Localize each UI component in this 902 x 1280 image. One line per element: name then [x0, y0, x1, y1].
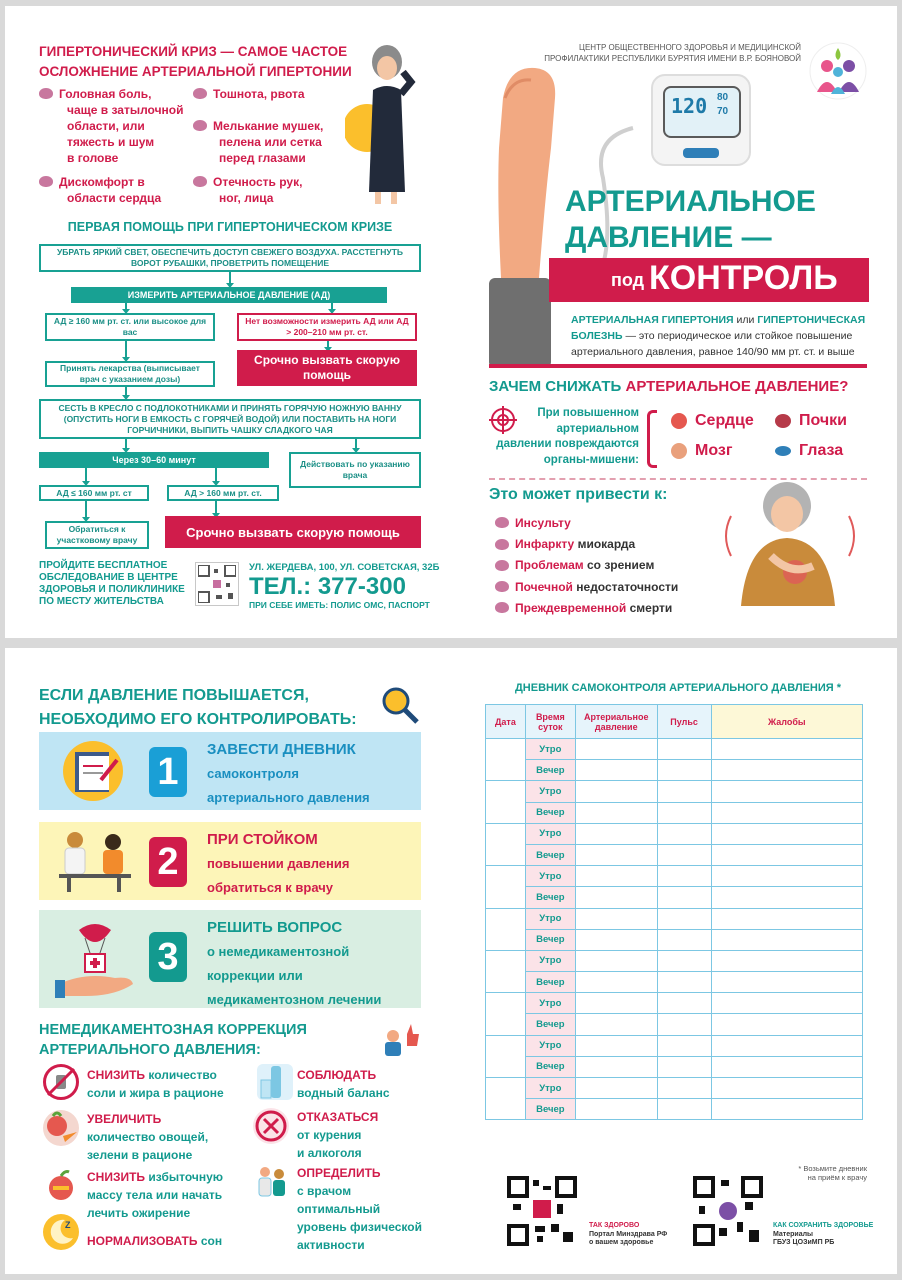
complaints-cell[interactable] — [711, 844, 862, 865]
time-evening: Вечер — [525, 972, 575, 993]
organ-brain: Мозг — [671, 442, 733, 460]
flow-arrow — [85, 468, 87, 482]
pulse-cell[interactable] — [657, 1014, 711, 1035]
pressure-cell[interactable] — [575, 1014, 657, 1035]
flow-wait: Через 30–60 минут — [39, 452, 269, 468]
call-ambulance-2: Срочно вызвать скорую помощь — [165, 516, 421, 548]
free-checkup-text: ПРОЙДИТЕ БЕСПЛАТНОЕ ОБСЛЕДОВАНИЕ В ЦЕНТРЕ ЗДОРОВЬЯ И ПОЛИКЛИНИКЕ ПО МЕСТУ ЖИТЕЛЬСТВА — [39, 560, 185, 607]
col-date: Дата — [486, 705, 526, 739]
pulse-cell[interactable] — [657, 760, 711, 781]
pressure-cell[interactable] — [575, 866, 657, 887]
pressure-cell[interactable] — [575, 908, 657, 929]
diastolic-display: 80 — [717, 92, 729, 103]
corr-water: СОБЛЮДАТЬ водный баланс — [297, 1068, 390, 1100]
table-row — [486, 844, 863, 865]
step-doctor: 2 ПРИ СТОЙКОМ повышении давления обратиться к врачу — [39, 822, 421, 900]
flow-arrow — [125, 341, 127, 358]
diary-title: ДНЕВНИК САМОКОНТРОЛЯ АРТЕРИАЛЬНОГО ДАВЛЕНИЯ * — [514, 682, 842, 694]
list-item: Проблемам со зрением — [495, 555, 678, 576]
symptom-swelling: Отечность рук, ног, лица — [193, 174, 302, 206]
pressure-cell[interactable] — [575, 802, 657, 823]
symptom-heart: Дискомфорт в области сердца — [39, 174, 161, 206]
flow-no-measure: Нет возможности измерить АД или АД > 200–210 мм рт. ст. — [237, 313, 417, 341]
complaints-cell[interactable] — [711, 1099, 862, 1120]
qr1-caption: ТАК ЗДОРОВО Портал Минздрава РФ о вашем здоровье — [589, 1222, 668, 1246]
bring-documents: ПРИ СЕБЕ ИМЕТЬ: ПОЛИС ОМС, ПАСПОРТ — [249, 600, 430, 610]
symptom-vision: Мелькание мушек, пелена или сетка перед глазами — [193, 118, 323, 166]
step-treatment: 3 РЕШИТЬ ВОПРОС о немедикаментозной коррекции или медикаментозном лечении — [39, 910, 421, 1008]
flow-bp-high: АД > 160 мм рт. ст. — [167, 485, 279, 501]
flow-step-air: УБРАТЬ ЯРКИЙ СВЕТ, ОБЕСПЕЧИТЬ ДОСТУП СВЕЖЕГО ВОЗДУХА. РАССТЕГНУТЬ ВОРОТ РУБАШКИ, ПРОВЕТРИТЬ ПОМЕЩЕНИЕ — [39, 244, 421, 272]
vegetables-icon — [43, 1110, 79, 1146]
complaints-cell[interactable] — [711, 1056, 862, 1077]
woman-headache-illustration — [345, 42, 421, 210]
step-number: 3 — [149, 932, 187, 982]
col-complaints: Жалобы — [711, 705, 862, 739]
flow-arrow — [215, 468, 217, 482]
table-row — [486, 802, 863, 823]
correction-title: НЕМЕДИКАМЕНТОЗНАЯ КОРРЕКЦИЯ АРТЕРИАЛЬНОГО ДАВЛЕНИЯ: — [39, 1022, 307, 1058]
magnifier-icon — [379, 684, 421, 726]
time-morning: Утро — [525, 950, 575, 971]
flow-arrow — [85, 501, 87, 518]
org-name: ЦЕНТР ОБЩЕСТВЕННОГО ЗДОРОВЬЯ И МЕДИЦИНСКОЙ ПРОФИЛАКТИКИ РЕСПУБЛИКИ БУРЯТИЯ ИМЕНИ В.Р. БОЯНОВОЙ — [544, 43, 801, 63]
time-morning: Утро — [525, 1078, 575, 1099]
pressure-cell[interactable] — [575, 760, 657, 781]
main-title: АРТЕРИАЛЬНОЕ ДАВЛЕНИЕ — — [565, 185, 816, 254]
time-evening: Вечер — [525, 844, 575, 865]
call-ambulance-1: Срочно вызвать скорую помощь — [237, 350, 417, 386]
qr-code-center[interactable] — [693, 1176, 763, 1246]
consequences-title: Это может привести к: — [489, 486, 668, 503]
why-title: ЗАЧЕМ СНИЖАТЬ АРТЕРИАЛЬНОЕ ДАВЛЕНИЕ? — [489, 378, 849, 395]
time-morning: Утро — [525, 993, 575, 1014]
water-icon — [257, 1064, 293, 1100]
qr-code-icon — [195, 562, 239, 606]
table-row — [486, 887, 863, 908]
complaints-cell[interactable] — [711, 972, 862, 993]
pulse-cell[interactable] — [657, 972, 711, 993]
eye-icon — [775, 446, 791, 456]
crisis-title: ГИПЕРТОНИЧЕСКИЙ КРИЗ — САМОЕ ЧАСТОЕ ОСЛОЖНЕНИЕ АРТЕРИАЛЬНОЙ ГИПЕРТОНИИ — [39, 44, 352, 79]
table-row — [486, 993, 863, 1014]
pulse-cell[interactable] — [657, 908, 711, 929]
flow-step-measure: ИЗМЕРИТЬ АРТЕРИАЛЬНОЕ ДАВЛЕНИЕ (АД) — [71, 287, 387, 303]
kidney-icon — [775, 414, 791, 428]
qr2-caption: КАК СОХРАНИТЬ ЗДОРОВЬЕ Материалы ГБУЗ ЦОЗиМП РБ — [773, 1222, 874, 1246]
flow-high-bp: АД ≥ 160 мм рт. ст. или высокое для вас — [45, 313, 215, 341]
flow-bp-low: АД ≤ 160 мм рт. ст — [39, 485, 149, 501]
complaints-cell[interactable] — [711, 760, 862, 781]
pressure-cell[interactable] — [575, 972, 657, 993]
complaints-cell[interactable] — [711, 1014, 862, 1035]
pulse-cell[interactable] — [657, 802, 711, 823]
col-pressure: Артериальное давление — [575, 705, 657, 739]
corr-sleep: НОРМАЛИЗОВАТЬ сон — [87, 1234, 223, 1248]
no-salt-icon — [43, 1064, 79, 1100]
complaints-cell[interactable] — [711, 993, 862, 1014]
organ-kidneys: Почки — [775, 412, 847, 430]
date-cell[interactable] — [486, 781, 526, 823]
complaints-cell[interactable] — [711, 887, 862, 908]
pulse-cell[interactable] — [657, 1099, 711, 1120]
bp-monitor-screen — [663, 86, 741, 138]
date-cell[interactable] — [486, 823, 526, 865]
flow-arrow — [331, 303, 333, 310]
col-pulse: Пульс — [657, 705, 711, 739]
complaints-cell[interactable] — [711, 823, 862, 844]
table-row — [486, 1056, 863, 1077]
flow-arrow — [355, 439, 357, 449]
table-row — [486, 1078, 863, 1099]
elderly-woman-illustration — [721, 476, 861, 606]
pulse-cell[interactable] — [657, 844, 711, 865]
pulse-display: 70 — [717, 106, 729, 117]
bp-monitor — [651, 74, 751, 166]
heart-icon — [671, 413, 687, 429]
table-row — [486, 1035, 863, 1056]
pulse-cell[interactable] — [657, 887, 711, 908]
org-logo — [809, 42, 867, 100]
symptom-nausea: Тошнота, рвота — [193, 86, 305, 102]
flow-follow-doctor: Действовать по указанию врача — [289, 452, 421, 488]
pressure-cell[interactable] — [575, 1056, 657, 1077]
date-cell[interactable] — [486, 739, 526, 781]
pressure-cell[interactable] — [575, 844, 657, 865]
pulse-cell[interactable] — [657, 739, 711, 760]
time-morning: Утро — [525, 739, 575, 760]
table-row — [486, 929, 863, 950]
step-number: 1 — [149, 747, 187, 797]
table-row — [486, 781, 863, 802]
phone: ТЕЛ.: 377-300 — [249, 573, 406, 600]
pulse-cell[interactable] — [657, 781, 711, 802]
flow-sit-bath: СЕСТЬ В КРЕСЛО С ПОДЛОКОТНИКАМИ И ПРИНЯТЬ ГОРЯЧУЮ НОЖНУЮ ВАННУ (ОПУСТИТЬ НОГИ В ЕМКОСТЬ С ГОРЯЧЕЙ ВОДОЙ) ИЛИ ПОСТАВИТЬ НА НОГИ ГОРЧИЧНИКИ, ВЫПИТЬ ЧАШКУ СЛАДКОГО ЧАЯ — [39, 399, 421, 439]
doctor-visit-icon — [53, 828, 137, 894]
pressure-cell[interactable] — [575, 1078, 657, 1099]
bottom-page — [5, 648, 897, 1274]
flow-take-meds: Принять лекарства (выписывает врач с указанием дозы) — [45, 361, 215, 387]
table-row — [486, 908, 863, 929]
complaints-cell[interactable] — [711, 781, 862, 802]
brace — [647, 410, 657, 468]
monitor-button — [683, 148, 719, 158]
corr-smoking: ОТКАЗАТЬСЯ от курения и алкоголя — [297, 1110, 379, 1160]
time-evening: Вечер — [525, 929, 575, 950]
top-page — [5, 6, 897, 638]
pulse-cell[interactable] — [657, 950, 711, 971]
symptom-headache: Головная боль, чаще в затылочной области, или тяжесть и шум в голове — [39, 86, 184, 166]
flow-arrow — [215, 501, 217, 514]
list-item: Инсульту — [495, 513, 678, 534]
complaints-cell[interactable] — [711, 908, 862, 929]
complaints-cell[interactable] — [711, 739, 862, 760]
organ-eyes: Глаза — [775, 442, 843, 460]
corr-activity: ОПРЕДЕЛИТЬ с врачом оптимальный уровень физической активности — [297, 1166, 422, 1252]
brain-icon — [671, 443, 687, 459]
complaints-cell[interactable] — [711, 1078, 862, 1099]
table-row — [486, 823, 863, 844]
consequences-list — [495, 513, 678, 619]
flow-arrow — [327, 341, 329, 348]
date-cell[interactable] — [486, 1078, 526, 1120]
pressure-cell[interactable] — [575, 887, 657, 908]
complaints-cell[interactable] — [711, 866, 862, 887]
svg-text:Z: Z — [65, 1220, 71, 1230]
complaints-cell[interactable] — [711, 1035, 862, 1056]
table-row — [486, 1014, 863, 1035]
table-row — [486, 760, 863, 781]
corr-vegetables: УВЕЛИЧИТЬ количество овощей, зелени в рационе — [87, 1112, 209, 1162]
control-title: ЕСЛИ ДАВЛЕНИЕ ПОВЫШАЕТСЯ, НЕОБХОДИМО ЕГО КОНТРОЛИРОВАТЬ: — [39, 687, 357, 728]
corr-salt: СНИЗИТЬ количество соли и жира в рационе — [87, 1068, 224, 1100]
time-morning: Утро — [525, 823, 575, 844]
target-organs-text: При повышенном артериальном давлении повреждаются органы-мишени: — [496, 407, 639, 466]
time-evening: Вечер — [525, 1056, 575, 1077]
pulse-cell[interactable] — [657, 823, 711, 844]
step-diary: 1 ЗАВЕСТИ ДНЕВНИК самоконтроля артериального давления — [39, 732, 421, 810]
complaints-cell[interactable] — [711, 950, 862, 971]
doctor-activity-icon — [253, 1164, 289, 1200]
list-item: Преждевременной смерти — [495, 598, 678, 619]
flow-arrow — [125, 439, 127, 449]
time-evening: Вечер — [525, 887, 575, 908]
time-morning: Утро — [525, 781, 575, 802]
corr-weight: СНИЗИТЬ избыточную массу тела или начать лечить ожирение — [87, 1170, 223, 1220]
step-number: 2 — [149, 837, 187, 887]
pressure-cell[interactable] — [575, 781, 657, 802]
time-evening: Вечер — [525, 1099, 575, 1120]
diary-table — [485, 704, 863, 1120]
time-morning: Утро — [525, 908, 575, 929]
systolic-display: 120 — [671, 94, 708, 118]
flow-arrow — [125, 387, 127, 396]
first-aid-title: ПЕРВАЯ ПОМОЩЬ ПРИ ГИПЕРТОНИЧЕСКОМ КРИЗЕ — [67, 220, 393, 234]
qr-code-minzdrav[interactable] — [507, 1176, 577, 1246]
time-morning: Утро — [525, 1035, 575, 1056]
main-title-banner: под КОНТРОЛЬ — [549, 258, 869, 302]
address: УЛ. ЖЕРДЕВА, 100, УЛ. СОВЕТСКАЯ, 32Б — [249, 562, 440, 573]
diary-icon — [61, 740, 125, 802]
pulse-cell[interactable] — [657, 1056, 711, 1077]
pulse-cell[interactable] — [657, 866, 711, 887]
list-item: Инфаркту миокарда — [495, 534, 678, 555]
moon-sleep-icon — [43, 1214, 79, 1250]
pressure-cell[interactable] — [575, 1035, 657, 1056]
date-cell[interactable] — [486, 950, 526, 992]
diary-note: * Возьмите дневник на приём к врачу — [798, 1164, 867, 1182]
pulse-cell[interactable] — [657, 993, 711, 1014]
table-row — [486, 1099, 863, 1120]
definition: АРТЕРИАЛЬНАЯ ГИПЕРТОНИЯ или ГИПЕРТОНИЧЕСКАЯ БОЛЕЗНЬ — это периодическое или стойкое повышение артериального давления, равное 140/90 мм рт. ст. и выше — [571, 314, 866, 358]
time-evening: Вечер — [525, 1014, 575, 1035]
table-row — [486, 972, 863, 993]
flow-arrow — [125, 303, 127, 310]
time-morning: Утро — [525, 866, 575, 887]
pressure-cell[interactable] — [575, 950, 657, 971]
flow-local-doctor: Обратиться к участковому врачу — [45, 521, 149, 549]
date-cell[interactable] — [486, 993, 526, 1035]
time-evening: Вечер — [525, 760, 575, 781]
date-cell[interactable] — [486, 908, 526, 950]
diary-rows — [486, 739, 863, 1120]
organ-heart: Сердце — [671, 412, 754, 430]
flow-arrow — [229, 272, 231, 284]
time-evening: Вечер — [525, 802, 575, 823]
pulse-cell[interactable] — [657, 929, 711, 950]
no-smoking-icon — [253, 1108, 289, 1144]
divider — [489, 364, 867, 368]
table-row — [486, 866, 863, 887]
complaints-cell[interactable] — [711, 802, 862, 823]
care-hand-icon — [55, 920, 135, 1000]
list-item: Почечной недостаточности — [495, 577, 678, 598]
complaints-cell[interactable] — [711, 929, 862, 950]
pressure-cell[interactable] — [575, 739, 657, 760]
pressure-cell[interactable] — [575, 1099, 657, 1120]
pressure-cell[interactable] — [575, 993, 657, 1014]
table-row — [486, 739, 863, 760]
pulse-cell[interactable] — [657, 1078, 711, 1099]
col-time: Время суток — [525, 705, 575, 739]
thumbs-up-icon — [381, 1022, 421, 1058]
pressure-cell[interactable] — [575, 929, 657, 950]
date-cell[interactable] — [486, 866, 526, 908]
table-row — [486, 950, 863, 971]
pulse-cell[interactable] — [657, 1035, 711, 1056]
pressure-cell[interactable] — [575, 823, 657, 844]
apple-weight-icon — [43, 1168, 79, 1204]
date-cell[interactable] — [486, 1035, 526, 1077]
